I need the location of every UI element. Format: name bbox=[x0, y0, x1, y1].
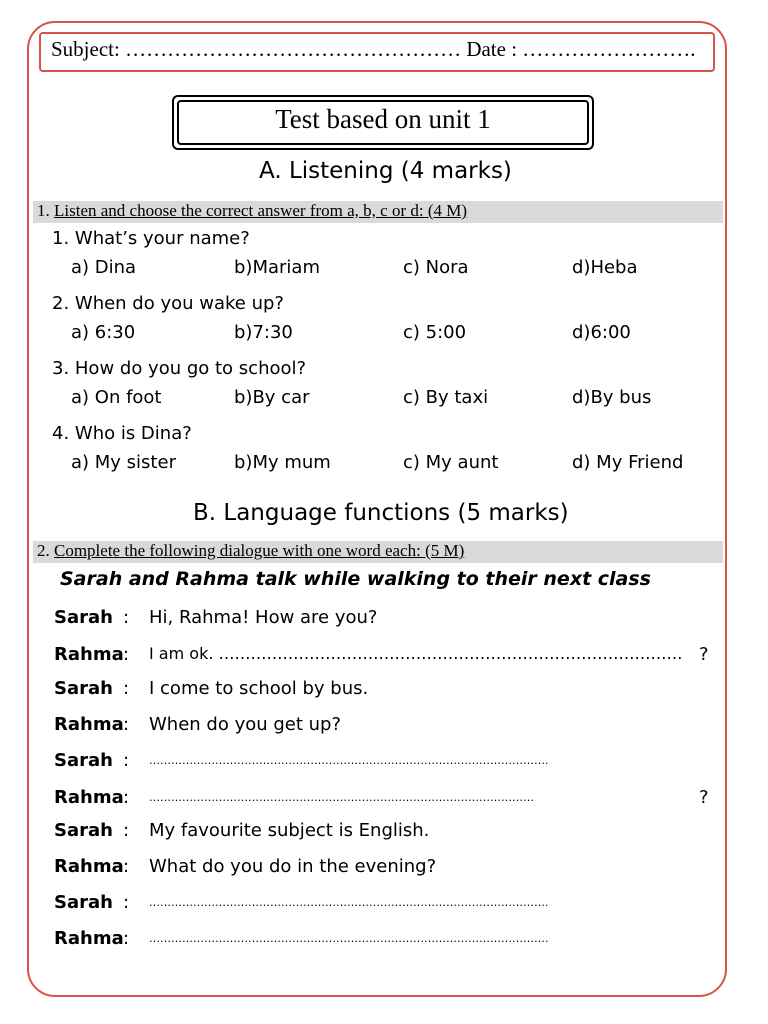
q3-option-c: c) By taxi bbox=[403, 387, 489, 408]
section-b-heading: B. Language functions (5 marks) bbox=[193, 500, 569, 526]
colon: : bbox=[123, 892, 130, 913]
q1-option-d: d)Heba bbox=[572, 257, 638, 278]
q3-option-b: b)By car bbox=[234, 387, 310, 408]
dialogue-line-4: When do you get up? bbox=[149, 714, 342, 735]
dialogue-line-7: My favourite subject is English. bbox=[149, 820, 430, 841]
instruction-2-text: Complete the following dialogue with one word each: (5 M) bbox=[54, 541, 465, 560]
speaker-9: Sarah bbox=[54, 892, 113, 913]
speaker-4: Rahma bbox=[54, 714, 124, 735]
instruction-2-number: 2. bbox=[37, 541, 50, 560]
q1-option-c: c) Nora bbox=[403, 257, 469, 278]
q3-option-d: d)By bus bbox=[572, 387, 652, 408]
dialogue-line-10-blank: ………………………………………………………………………………………………. bbox=[149, 932, 549, 945]
q4-option-a: a) My sister bbox=[71, 452, 176, 473]
q4-option-b: b)My mum bbox=[234, 452, 331, 473]
colon: : bbox=[123, 678, 130, 699]
speaker-7: Sarah bbox=[54, 820, 113, 841]
section-a-heading: A. Listening (4 marks) bbox=[259, 158, 512, 184]
question-3: 3. How do you go to school? bbox=[52, 358, 307, 379]
dialogue-line-5-blank: ………………………………………………………………………………………………. bbox=[149, 754, 549, 767]
q1-option-a: a) Dina bbox=[71, 257, 137, 278]
colon: : bbox=[123, 787, 130, 808]
q2-option-d: d)6:00 bbox=[572, 322, 631, 343]
dialogue-line-1: Hi, Rahma! How are you? bbox=[149, 607, 378, 628]
q1-option-b: b)Mariam bbox=[234, 257, 320, 278]
q4-option-c: c) My aunt bbox=[403, 452, 499, 473]
dialogue-line-2-end: ? bbox=[699, 644, 709, 665]
colon: : bbox=[123, 644, 130, 665]
dialogue-line-6-blank: …………………………………………………………………………………………… bbox=[149, 791, 534, 804]
q3-option-a: a) On foot bbox=[71, 387, 162, 408]
speaker-2: Rahma bbox=[54, 644, 124, 665]
colon: : bbox=[123, 750, 130, 771]
dialogue-line-2: I am ok. …………………………………………………………………………… bbox=[149, 644, 683, 663]
speaker-5: Sarah bbox=[54, 750, 113, 771]
colon: : bbox=[123, 714, 130, 735]
speaker-6: Rahma bbox=[54, 787, 124, 808]
colon: : bbox=[123, 856, 130, 877]
q2-option-a: a) 6:30 bbox=[71, 322, 136, 343]
dialogue-line-9-blank: ………………………………………………………………………………………………. bbox=[149, 896, 549, 909]
instruction-2 bbox=[37, 541, 464, 561]
colon: : bbox=[123, 607, 130, 628]
colon: : bbox=[123, 928, 130, 949]
q4-option-d: d) My Friend bbox=[572, 452, 684, 473]
speaker-1: Sarah bbox=[54, 607, 113, 628]
subject-date-line: Subject: ………………………………………… Date : ……………………. bbox=[51, 37, 696, 61]
dialogue-line-6-end: ? bbox=[699, 787, 709, 808]
question-1: 1. What’s your name? bbox=[52, 228, 250, 249]
speaker-10: Rahma bbox=[54, 928, 124, 949]
instruction-1-text: Listen and choose the correct answer from a, b, c or d: (4 M) bbox=[54, 201, 468, 220]
instruction-1-number: 1. bbox=[37, 201, 50, 220]
colon: : bbox=[123, 820, 130, 841]
q2-option-b: b)7:30 bbox=[234, 322, 293, 343]
speaker-3: Sarah bbox=[54, 678, 113, 699]
instruction-1 bbox=[37, 201, 467, 221]
question-4: 4. Who is Dina? bbox=[52, 423, 192, 444]
q2-option-c: c) 5:00 bbox=[403, 322, 467, 343]
speaker-8: Rahma bbox=[54, 856, 124, 877]
dialogue-line-8: What do you do in the evening? bbox=[149, 856, 437, 877]
page-title: Test based on unit 1 bbox=[275, 104, 491, 134]
dialogue-scene: Sarah and Rahma talk while walking to their next class bbox=[60, 568, 651, 590]
question-2: 2. When do you wake up? bbox=[52, 293, 284, 314]
dialogue-line-3: I come to school by bus. bbox=[149, 678, 369, 699]
